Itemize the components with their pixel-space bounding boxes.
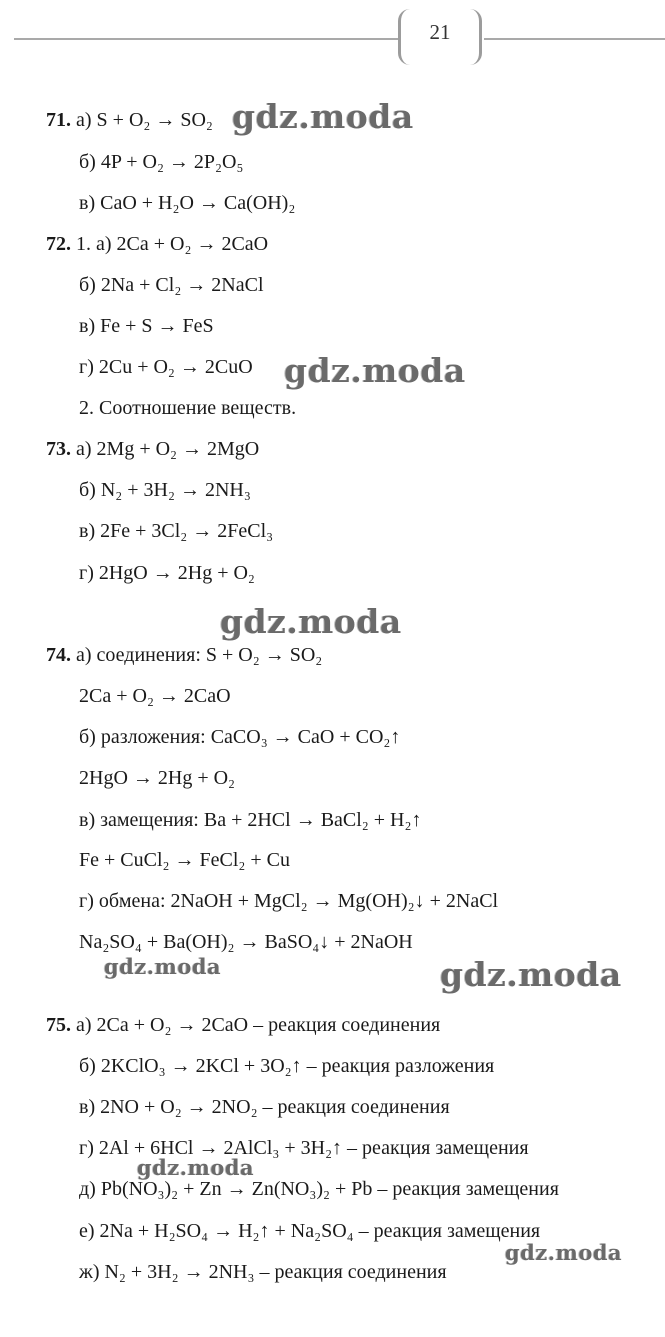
- watermark: gdz.moda: [440, 955, 622, 994]
- answer-line-74a: 74. а) соединения: S + O₂ → SO₂: [46, 644, 323, 666]
- answer-line-73b: б) N₂ + 3H₂ → 2NH₃: [79, 479, 251, 501]
- answer-line-74d2: Na₂SO₄ + Ba(OH)₂ → BaSO₄↓ + 2NaOH: [79, 931, 413, 953]
- task-number-74: 74.: [46, 644, 71, 666]
- answer-line-72a: 72. 1. а) 2Ca + O₂ → 2CaO: [46, 233, 269, 255]
- task-number-71: 71.: [46, 109, 71, 131]
- answer-line-73d: г) 2HgO → 2Hg + O₂: [79, 562, 255, 584]
- task-number-73: 73.: [46, 438, 71, 460]
- watermark: gdz.moda: [137, 1155, 255, 1180]
- answer-line-75c: в) 2NO + O₂ → 2NO₂ – реакция соединения: [79, 1096, 450, 1118]
- task-number-72: 72.: [46, 233, 71, 255]
- answer-line-74b: б) разложения: CaCO₃ → CaO + CO₂↑: [79, 726, 401, 748]
- answer-line-74c2: Fe + CuCl₂ → FeCl₂ + Cu: [79, 849, 290, 871]
- task-number-75: 75.: [46, 1014, 71, 1036]
- answer-line-73c: в) 2Fe + 3Cl₂ → 2FeCl₃: [79, 520, 274, 542]
- answer-line-72b: б) 2Na + Cl₂ → 2NaCl: [79, 274, 264, 296]
- answer-line-74a2: 2Ca + O₂ → 2CaO: [79, 685, 231, 707]
- answer-line-75e: д) Pb(NO₃)₂ + Zn → Zn(NO₃)₂ + Pb – реакция замещения: [79, 1178, 559, 1200]
- answer-line-75b: б) 2KClO₃ → 2KCl + 3O₂↑ – реакция разложения: [79, 1055, 495, 1077]
- header-rule-right: [484, 38, 665, 40]
- page-number: 21: [429, 20, 451, 44]
- answer-line-71a: 71. а) S + O₂ → SO₂: [46, 109, 213, 131]
- answer-line-74c: в) замещения: Ba + 2HCl → BaCl₂ + H₂↑: [79, 809, 422, 831]
- watermark: gdz.moda: [220, 602, 402, 641]
- answer-line-75f: е) 2Na + H₂SO₄ → H₂↑ + Na₂SO₄ – реакция замещения: [79, 1220, 541, 1242]
- answer-line-71b: б) 4P + O₂ → 2P₂O₅: [79, 151, 244, 173]
- watermark: gdz.moda: [232, 97, 414, 136]
- answer-line-71c: в) CaO + H₂O → Ca(OH)₂: [79, 192, 296, 214]
- watermark: gdz.moda: [104, 954, 222, 979]
- answer-line-75d: г) 2Al + 6HCl → 2AlCl₃ + 3H₂↑ – реакция замещения: [79, 1137, 529, 1159]
- answer-line-74b2: 2HgO → 2Hg + O₂: [79, 767, 236, 789]
- answer-line-72d: г) 2Cu + O₂ → 2CuO: [79, 356, 253, 378]
- answer-line-72c: в) Fe + S → FeS: [79, 315, 214, 337]
- answer-line-75a: 75. а) 2Ca + O₂ → 2CaO – реакция соединения: [46, 1014, 441, 1036]
- header-rule-left: [14, 38, 398, 40]
- answer-line-75g: ж) N₂ + 3H₂ → 2NH₃ – реакция соединения: [79, 1261, 447, 1283]
- watermark: gdz.moda: [284, 351, 466, 390]
- watermark: gdz.moda: [505, 1240, 623, 1265]
- answer-line-74d: г) обмена: 2NaOH + MgCl₂ → Mg(OH)₂↓ + 2NaCl: [79, 890, 499, 912]
- answer-line-73a: 73. а) 2Mg + O₂ → 2MgO: [46, 438, 260, 460]
- answer-line-72-2: 2. Соотношение веществ.: [79, 397, 297, 419]
